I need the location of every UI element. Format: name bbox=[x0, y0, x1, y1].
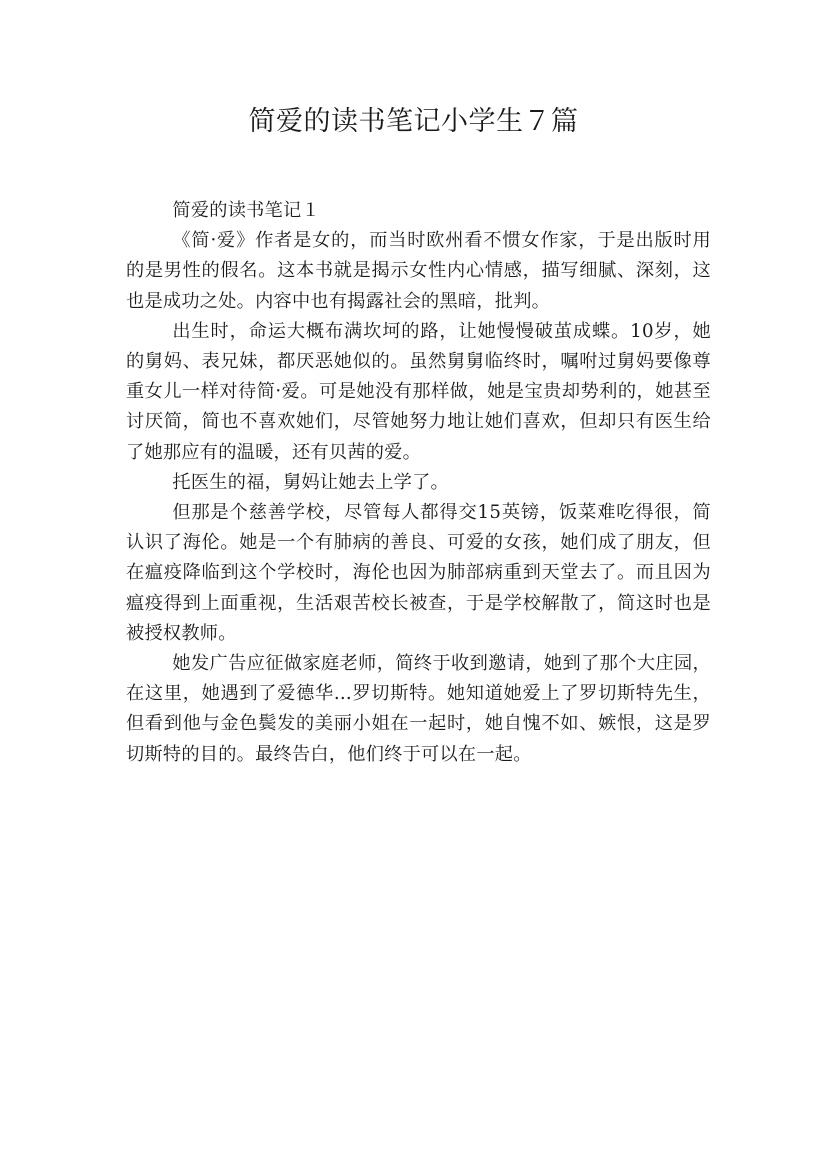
document-title: 简爱的读书笔记小学生７篇 bbox=[248, 106, 579, 137]
paragraph: 她发广告应征做家庭老师，简终于收到邀请，她到了那个大庄园，在这里，她遇到了爱德华...罗切斯特。她知道她爱上了罗切斯特先生，但看到他与金色鬓发的美丽小姐在一起时，她自愧不如、嫉恨，这是罗切斯特的目的。最终告白，他们终于可以在一起。 bbox=[126, 653, 711, 765]
paragraph: 但那是个慈善学校，尽管每人都得交15英镑，饭菜难吃得很，简认识了海伦。她是一个有肺病的善良、可爱的女孩，她们成了朋友，但在瘟疫降临到这个学校时，海伦也因为肺部病重到天堂去了。而且因为瘟疫得到上面重视，生活艰苦校长被查，于是学校解散了，简这时也是被授权教师。 bbox=[126, 502, 711, 644]
document-body bbox=[126, 196, 711, 770]
paragraph: 托医生的福，舅妈让她去上学了。 bbox=[172, 471, 449, 493]
paragraph: 《简·爱》作者是女的，而当时欧州看不惯女作家，于是出版时用的是男性的假名。这本书就是揭示女性内心情感，描写细腻、深刻，这也是成功之处。内容中也有揭露社会的黑暗，批判。 bbox=[126, 230, 711, 312]
paragraph: 出生时，命运大概布满坎坷的路，让她慢慢破茧成蝶。10岁，她的舅妈、表兄妹，都厌恶她似的。虽然舅舅临终时，嘱咐过舅妈要像尊重女儿一样对待简·爱。可是她没有那样做，她是宝贵却势利的，她甚至讨厌简，简也不喜欢她们，尽管她努力地让她们喜欢，但却只有医生给了她那应有的温暖，还有贝茜的爱。 bbox=[126, 320, 711, 463]
section-heading: 简爱的读书笔记１ bbox=[172, 200, 320, 221]
